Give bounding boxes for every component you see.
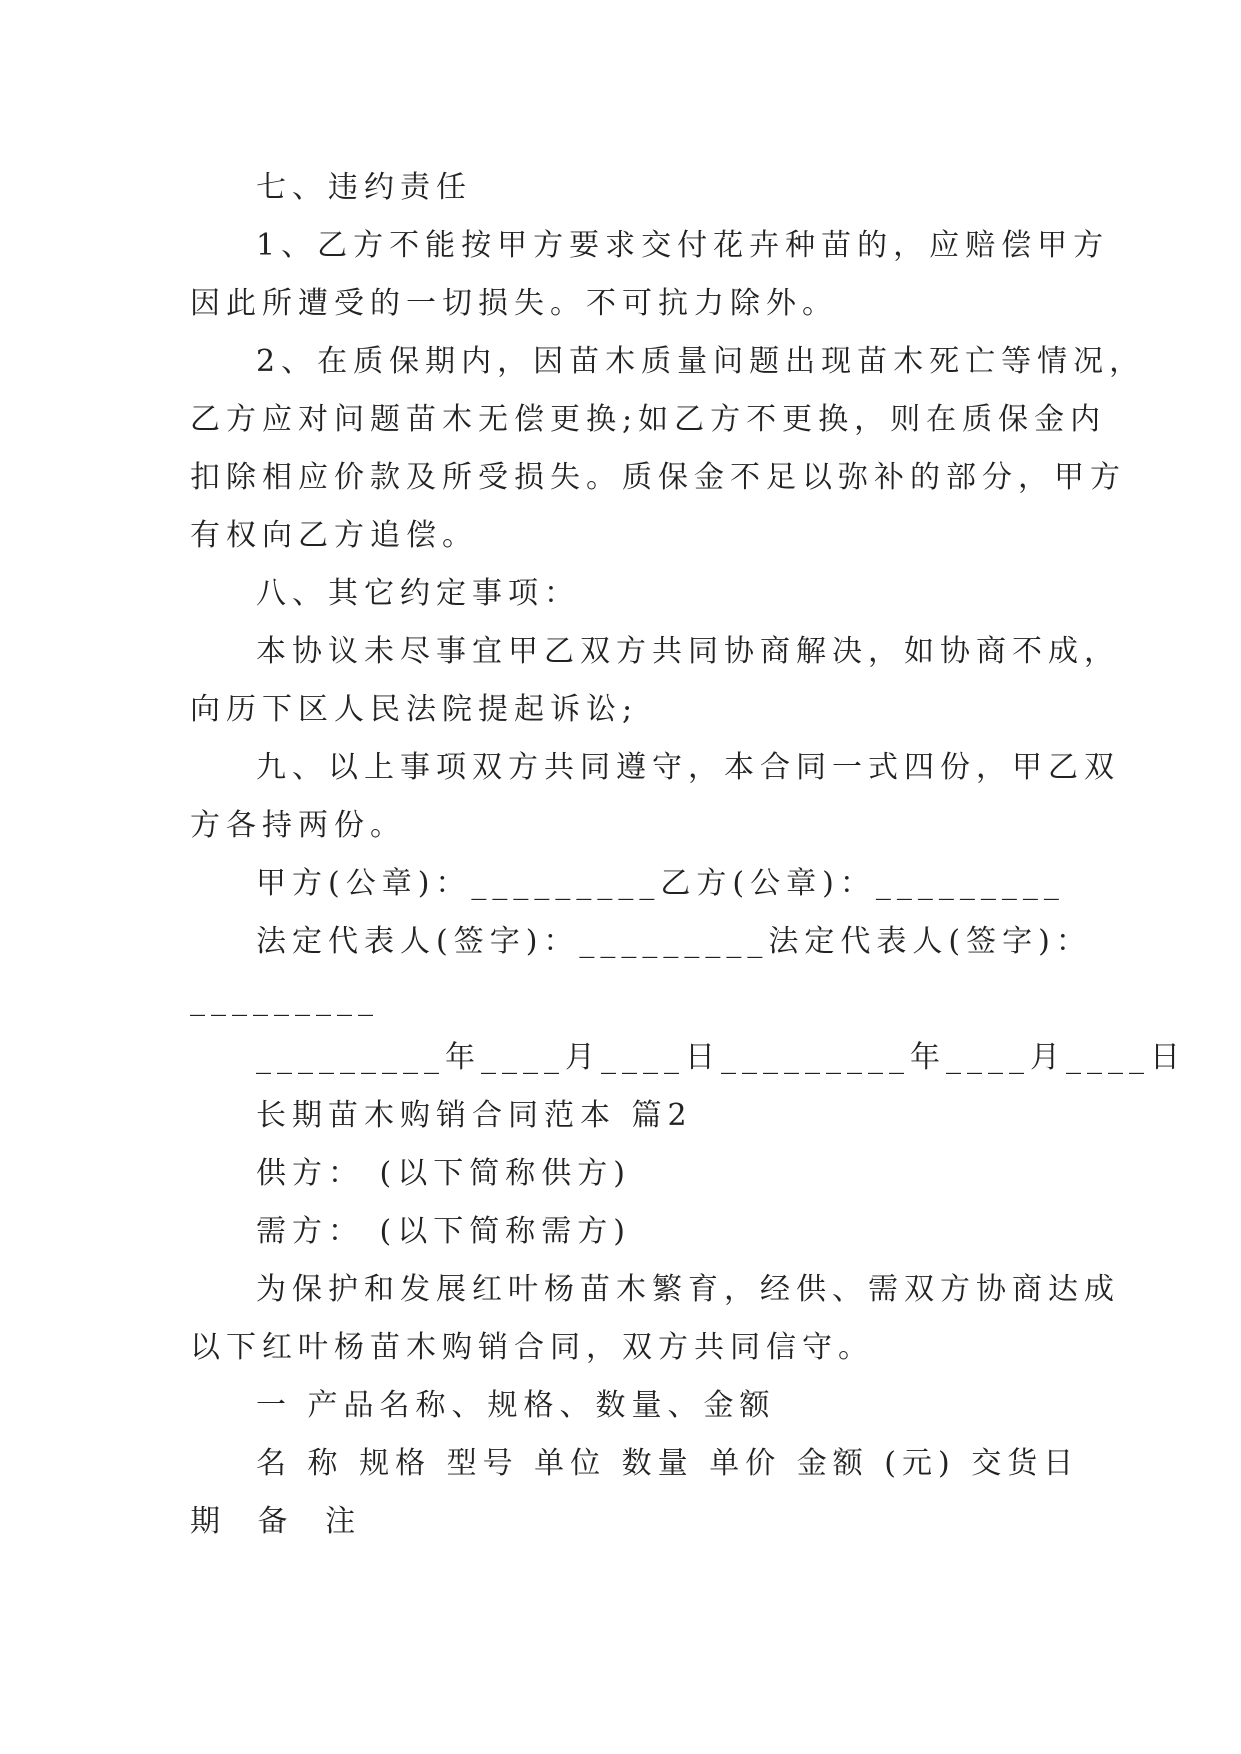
section-heading-product: 一 产品名称、规格、数量、金额 — [256, 1388, 776, 1423]
buyer-line: 需方： (以下简称需方) — [256, 1214, 631, 1249]
paragraph-line: 扣除相应价款及所受损失。质保金不足以弥补的部分，甲方 — [190, 460, 1126, 495]
paragraph-line: 为保护和发展红叶杨苗木繁育，经供、需双方协商达成 — [256, 1272, 1120, 1307]
section-heading-nine: 九、以上事项双方共同遵守，本合同一式四份，甲乙双 — [256, 750, 1120, 785]
section-heading-other: 八、其它约定事项： — [256, 576, 580, 611]
paragraph-line: 向历下区人民法院提起诉讼; — [190, 692, 639, 727]
supplier-line: 供方： (以下简称供方) — [256, 1156, 631, 1191]
paragraph-line: 本协议未尽事宜甲乙双方共同协商解决，如协商不成， — [256, 634, 1120, 669]
signature-line: 法定代表人(签字)：_________法定代表人(签字)： — [256, 924, 1092, 959]
table-header-line: 期 备 注 — [190, 1504, 370, 1539]
paragraph-line: 2、在质保期内，因苗木质量问题出现苗木死亡等情况， — [256, 344, 1146, 379]
paragraph-line: 以下红叶杨苗木购销合同，双方共同信守。 — [190, 1330, 874, 1365]
paragraph-line: 因此所遭受的一切损失。不可抗力除外。 — [190, 286, 838, 321]
paragraph-line: 乙方应对问题苗木无偿更换;如乙方不更换，则在质保金内 — [190, 402, 1107, 437]
paragraph-line: 1、乙方不能按甲方要求交付花卉种苗的，应赔偿甲方 — [256, 228, 1110, 263]
section-heading-breach: 七、违约责任 — [256, 170, 472, 205]
seal-line: 甲方(公章)：_________乙方(公章)：_________ — [256, 866, 1065, 901]
date-line: _________年____月____日_________年____月____日 — [256, 1040, 1186, 1075]
contract-title: 长期苗木购销合同范本 篇2 — [256, 1098, 693, 1133]
signature-blank: _________ — [190, 982, 379, 1017]
paragraph-line: 有权向乙方追偿。 — [190, 518, 478, 553]
table-header-line: 名 称 规格 型号 单位 数量 单价 金额 (元) 交货日 — [256, 1446, 1080, 1481]
paragraph-line: 方各持两份。 — [190, 808, 406, 843]
